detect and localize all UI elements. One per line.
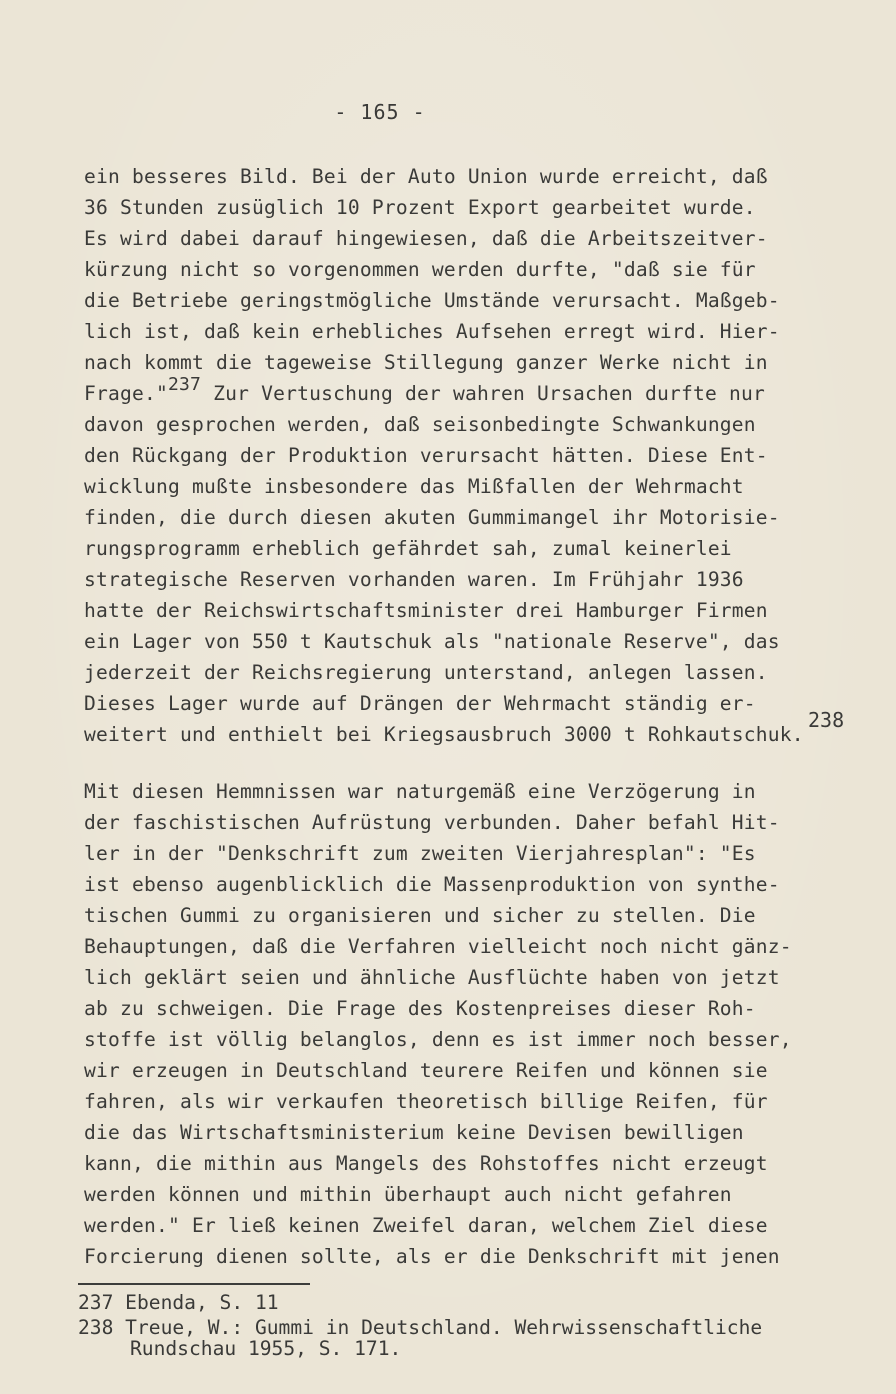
text-line: davon gesprochen werden, daß seisonbedingte Schwankungen — [84, 413, 756, 436]
text-line: rungsprogramm erheblich gefährdet sah, zumal keinerlei — [84, 537, 732, 560]
text-line: fahren, als wir verkaufen theoretisch billige Reifen, für — [84, 1090, 768, 1113]
text-fragment: Frage." — [84, 382, 168, 405]
text-line: finden, die durch diesen akuten Gummimangel ihr Motorisie- — [84, 506, 780, 529]
text-line: ler in der "Denkschrift zum zweiten Vierjahresplan": "Es — [84, 842, 756, 865]
footnote-reference-margin: 238 — [808, 708, 845, 732]
text-line: wir erzeugen in Deutschland teurere Reifen und können sie — [84, 1059, 768, 1082]
text-line: hatte der Reichswirtschaftsminister drei Hamburger Firmen — [84, 599, 768, 622]
text-line: werden." Er ließ keinen Zweifel daran, welchem Ziel diese — [84, 1214, 768, 1237]
text-line: 36 Stunden zusüglich 10 Prozent Export gearbeitet wurde. — [84, 196, 756, 219]
text-line: Forcierung dienen sollte, als er die Denkschrift mit jenen — [84, 1245, 780, 1268]
footnote-237: 237 Ebenda, S. 11 — [78, 1291, 279, 1314]
text-line: kürzung nicht so vorgenommen werden durfte, "daß sie für — [84, 258, 756, 281]
text-line: Behauptungen, daß die Verfahren vielleicht noch nicht gänz- — [84, 935, 792, 958]
text-line: nach kommt die tageweise Stillegung ganzer Werke nicht in — [84, 351, 768, 374]
text-line: ein besseres Bild. Bei der Auto Union wurde erreicht, daß — [84, 165, 768, 188]
text-line: ein Lager von 550 t Kautschuk als "nationale Reserve", das — [84, 630, 780, 653]
text-line: die Betriebe geringstmögliche Umstände verursacht. Maßgeb- — [84, 289, 780, 312]
text-line: lich geklärt seien und ähnliche Ausflüchte haben von jetzt — [84, 966, 780, 989]
text-line: kann, die mithin aus Mangels des Rohstoffes nicht erzeugt — [84, 1152, 768, 1175]
text-line: weitert und enthielt bei Kriegsausbruch 3000 t Rohkautschuk. — [84, 723, 804, 746]
text-line: Es wird dabei darauf hingewiesen, daß die Arbeitszeitver- — [84, 227, 768, 250]
text-line: jederzeit der Reichsregierung unterstand, anlegen lassen. — [84, 661, 768, 684]
text-line-with-footnote-ref — [84, 374, 765, 405]
footnote-238-continued: Rundschau 1955, S. 171. — [130, 1337, 402, 1360]
page-number: - 165 - — [334, 100, 426, 124]
text-line: ab zu schweigen. Die Frage des Kostenpreises dieser Roh- — [84, 997, 756, 1020]
footnote-238: 238 Treue, W.: Gummi in Deutschland. Wehrwissenschaftliche — [78, 1316, 763, 1339]
text-line: Dieses Lager wurde auf Drängen der Wehrmacht ständig er- — [84, 692, 756, 715]
text-line: ist ebenso augenblicklich die Massenproduktion von synthe- — [84, 873, 780, 896]
text-line: stoffe ist völlig belanglos, denn es ist immer noch besser, — [84, 1028, 792, 1051]
text-line: wicklung mußte insbesondere das Mißfallen der Wehrmacht — [84, 475, 744, 498]
footnote-separator — [78, 1283, 310, 1285]
footnote-reference: 237 — [167, 374, 202, 395]
text-line: strategische Reserven vorhanden waren. Im Frühjahr 1936 — [84, 568, 744, 591]
text-line: der faschistischen Aufrüstung verbunden. Daher befahl Hit- — [84, 811, 780, 834]
text-line: tischen Gummi zu organisieren und sicher zu stellen. Die — [84, 904, 756, 927]
text-line: Mit diesen Hemmnissen war naturgemäß eine Verzögerung in — [84, 780, 756, 803]
text-line: die das Wirtschaftsministerium keine Devisen bewilligen — [84, 1121, 744, 1144]
text-line: den Rückgang der Produktion verursacht hätten. Diese Ent- — [84, 444, 768, 467]
text-line: lich ist, daß kein erhebliches Aufsehen erregt wird. Hier- — [84, 320, 780, 343]
text-line: werden können und mithin überhaupt auch nicht gefahren — [84, 1183, 732, 1206]
text-fragment: Zur Vertuschung der wahren Ursachen durfte nur — [201, 382, 765, 405]
